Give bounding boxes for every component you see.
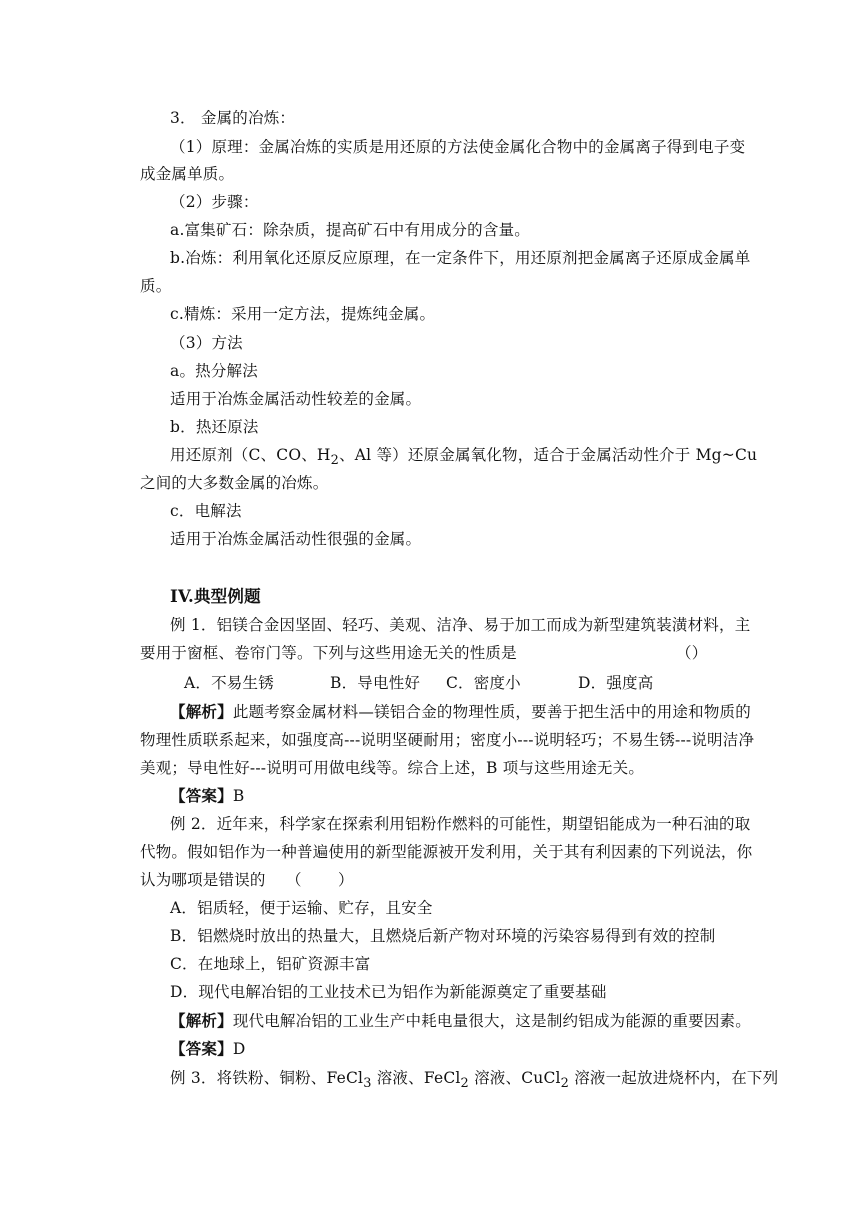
methods-label: （3）方法 (170, 334, 243, 352)
step-c: c.精炼：采用一定方法，提炼纯金属。 (170, 305, 436, 323)
method-a-desc: 适用于冶炼金属活动性较差的金属。 (170, 390, 422, 408)
method-b-text-pre: 用还原剂（C、CO、H (170, 446, 331, 464)
example-2-question-line-2: 代物。假如铝作为一种普遍使用的新型能源被开发利用，关于其有利因素的下列说法，你 (140, 843, 753, 861)
section-heading: IV.典型例题 (170, 587, 261, 606)
example-1-option-b: B．导电性好 (330, 674, 421, 692)
example-2-analysis (170, 1011, 751, 1031)
ex3-text-2: 溶液、FeCl (371, 1069, 461, 1087)
step-b-line-2: 质。 (140, 277, 172, 295)
principle-line-1: （1）原理：金属冶炼的实质是用还原的方法使金属化合物中的金属离子得到电子变 (170, 138, 746, 156)
step-a: a.富集矿石：除杂质，提高矿石中有用成分的含量。 (170, 221, 530, 239)
example-1-question-line-1: 例 1．铝镁合金因坚固、轻巧、美观、洁净、易于加工而成为新型建筑装潢材料，主 (170, 616, 751, 634)
answer-tag: 【答案】 (170, 1039, 233, 1058)
ex3-sub-2: 2 (460, 1076, 469, 1092)
ex3-text-1: 例 3．将铁粉、铜粉、FeCl (170, 1069, 364, 1087)
ex3-text-4: 溶液一起放进烧杯内，在下列 (569, 1069, 779, 1087)
example-1-analysis-line-3: 美观；导电性好---说明可用做电线等。综合上述，B 项与这些用途无关。 (140, 759, 645, 777)
method-c-desc: 适用于冶炼金属活动性很强的金属。 (170, 530, 422, 548)
example-2-option-b: B．铝燃烧时放出的热量大，且燃烧后新产物对环境的污染容易得到有效的控制 (170, 927, 716, 945)
example-1-option-a: A．不易生锈 (184, 674, 274, 692)
analysis-tag: 【解析】 (170, 1011, 233, 1030)
example-1-answer-paren: （） (676, 644, 708, 662)
example-3-question-line-1 (170, 1068, 778, 1094)
ex3-sub-3: 2 (560, 1076, 570, 1092)
example-2-paren-open: （ (286, 871, 302, 889)
example-1-analysis-line-2: 物理性质联系起来，如强度高---说明坚硬耐用；密度小---说明轻巧；不易生锈---说明洁净 (140, 731, 755, 749)
example-2-option-c: C．在地球上，铝矿资源丰富 (170, 955, 371, 973)
method-a-title: a。热分解法 (170, 362, 258, 380)
method-b-subscript: 2 (330, 453, 340, 469)
ex3-text-3: 溶液、CuCl (468, 1069, 561, 1087)
analysis-text: 此题考察金属材料—镁铝合金的物理性质，要善于把生活中的用途和物质的 (232, 703, 751, 721)
analysis-text: 现代电解冶铝的工业生产中耗电量很大，这是制约铝成为能源的重要因素。 (232, 1012, 751, 1030)
example-2-question-line-3: 认为哪项是错误的 (140, 871, 266, 889)
method-c-title: c．电解法 (170, 502, 242, 520)
example-2-option-d: D．现代电解冶铝的工业技术已为铝作为新能源奠定了重要基础 (170, 983, 607, 1001)
answer-value: B (232, 787, 245, 805)
example-2-option-a: A．铝质轻，便于运输、贮存，且安全 (170, 899, 433, 917)
answer-tag: 【答案】 (170, 786, 233, 805)
example-1-analysis-line-1 (170, 702, 751, 722)
example-2-answer (170, 1039, 245, 1059)
method-b-text-post: 、Al 等）还原金属氧化物，适合于金属活动性介于 Mg~Cu (339, 446, 758, 464)
example-1-question-line-2: 要用于窗框、卷帘门等。下列与这些用途无关的性质是 (140, 644, 517, 662)
answer-value: D (232, 1040, 246, 1058)
example-1-answer (170, 786, 244, 806)
example-1-option-c: C．密度小 (446, 674, 521, 692)
principle-line-2: 成金属单质。 (140, 165, 235, 183)
section-title: 3． 金属的冶炼： (170, 109, 296, 127)
method-b-title: b．热还原法 (170, 418, 259, 436)
example-2-paren-close: ） (338, 871, 354, 889)
ex3-sub-1: 3 (363, 1076, 372, 1092)
method-b-desc-line-2: 之间的大多数金属的冶炼。 (140, 474, 329, 492)
example-2-question-line-1: 例 2．近年来，科学家在探索利用铝粉作燃料的可能性，期望铝能成为一种石油的取 (170, 815, 751, 833)
step-b-line-1: b.冶炼：利用氧化还原反应原理，在一定条件下，用还原剂把金属离子还原成金属单 (170, 249, 751, 267)
method-b-desc-line-1 (170, 445, 757, 471)
analysis-tag: 【解析】 (170, 702, 233, 721)
steps-label: （2）步骤： (170, 193, 259, 211)
example-1-option-d: D．强度高 (578, 674, 654, 692)
